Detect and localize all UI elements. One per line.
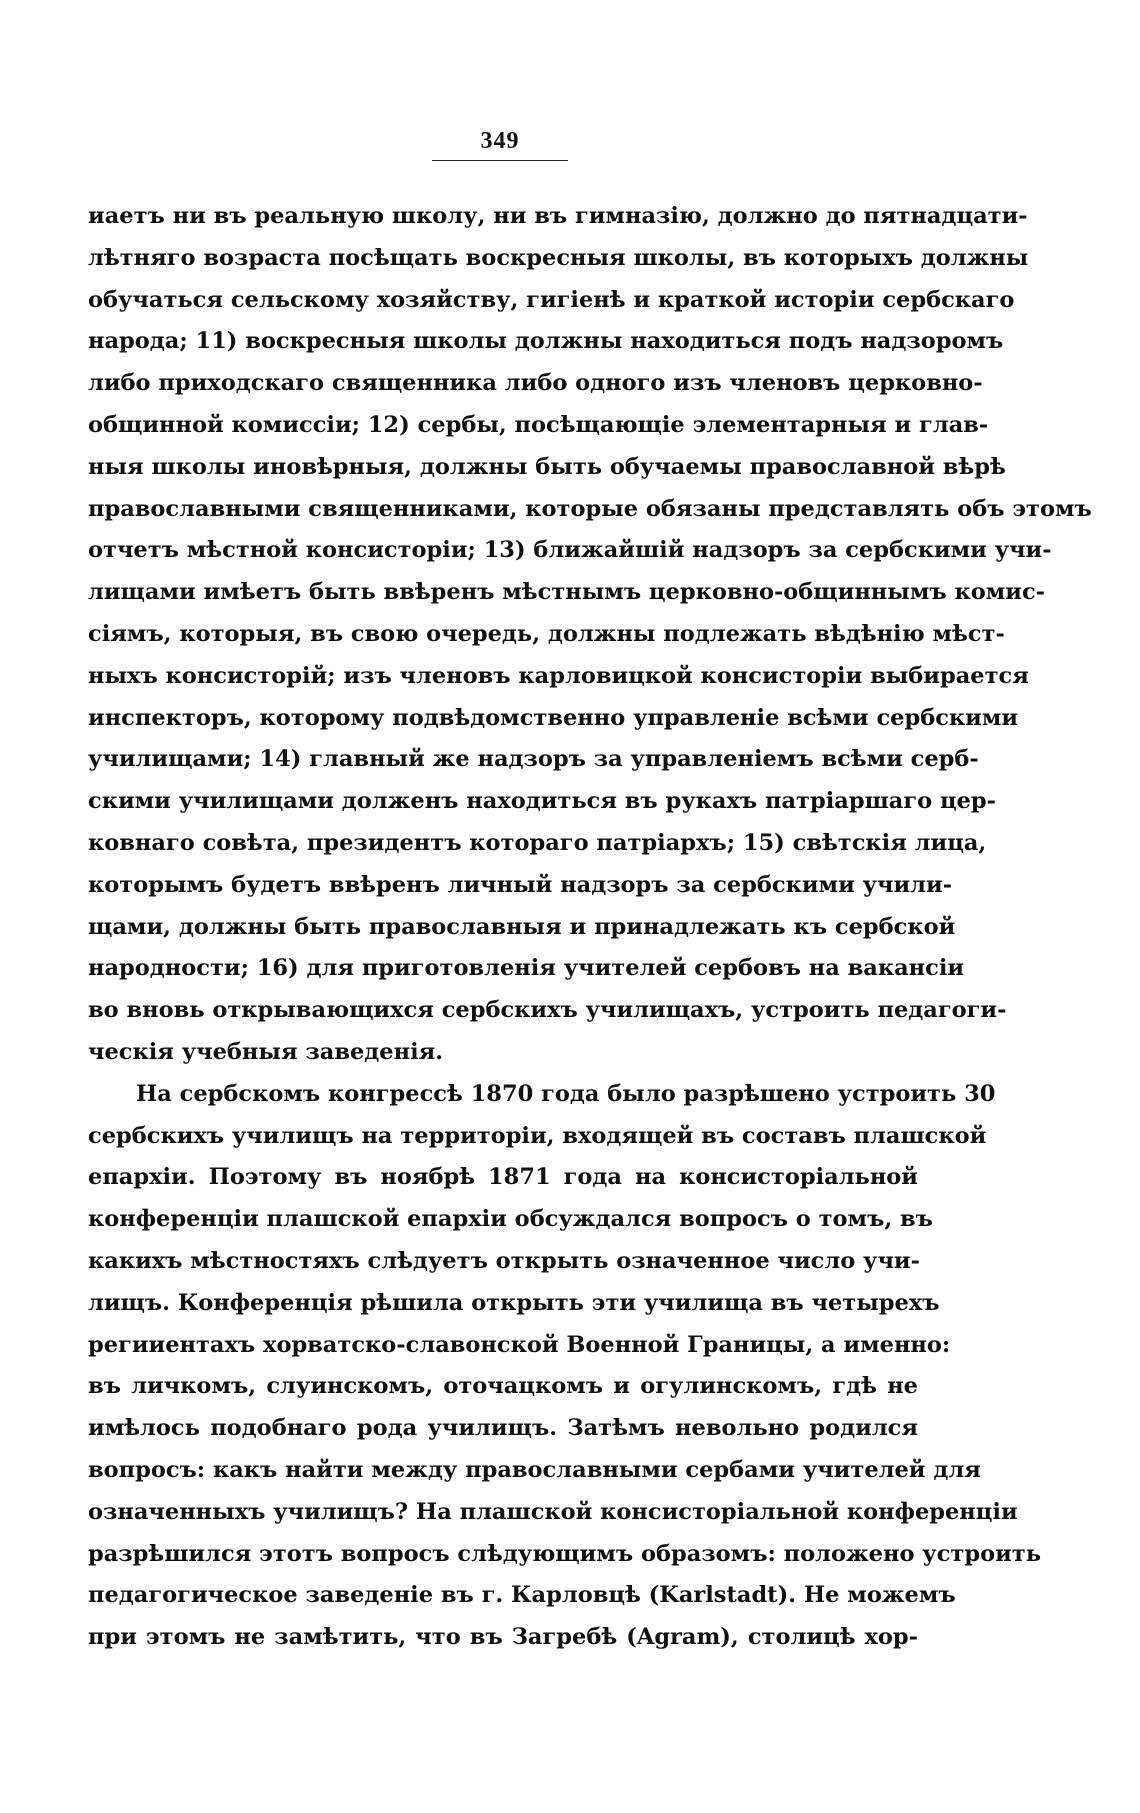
text-line: во вновь открывающихся сербскихъ училищахъ, устроить педагоги- <box>88 997 1007 1024</box>
text-line: ковнаго совѣта, президентъ котораго патріархъ; 15) свѣтскія лица, <box>88 829 987 856</box>
text-line: щами, должны быть православныя и принадлежать къ сербской <box>88 913 956 940</box>
text-line: конференціи плашской епархіи обсуждался вопросъ о томъ, въ <box>88 1206 933 1233</box>
text-line: обучаться сельскому хозяйству, гигіенѣ и краткой исторіи сербскаго <box>88 286 1015 313</box>
text-line: отчетъ мѣстной консисторіи; 13) ближайшій надзоръ за сербскими учи- <box>88 537 1052 564</box>
text-line: православными священниками, которые обязаны представлять объ этомъ <box>88 495 1092 522</box>
text-line: сербскихъ училищъ на территоріи, входящей въ составъ плашской <box>88 1122 987 1149</box>
text-line: которымъ будетъ ввѣренъ личный надзоръ за сербскими учили- <box>88 871 953 898</box>
text-line: На сербскомъ конгрессѣ 1870 года было разрѣшено устроить 30 <box>136 1080 996 1107</box>
text-line: епархіи. Поэтому въ ноябрѣ 1871 года на консисторіальной <box>88 1164 918 1191</box>
text-line: ныя школы иновѣрныя, должны быть обучаемы православной вѣрѣ <box>88 453 1006 480</box>
text-line: училищами; 14) главный же надзоръ за управленіемъ всѣми серб- <box>88 746 979 773</box>
paragraph-2 <box>88 1074 1041 1659</box>
text-line: при этомъ не замѣтить, что въ Загребѣ (Agram), столицѣ хор- <box>88 1624 918 1651</box>
text-line: иаетъ ни въ реальную школу, ни въ гимназію, должно до пятнадцати- <box>88 203 1028 229</box>
text-line: разрѣшился этотъ вопросъ слѣдующимъ образомъ: положено устроить <box>88 1540 1041 1567</box>
text-line: либо приходскаго священника либо одного изъ членовъ церковно- <box>88 370 983 397</box>
text-line: общинной комиссіи; 12) сербы, посѣщающіе элементарныя и глав- <box>88 411 989 438</box>
text-line: лищъ. Конференція рѣшила открыть эти училища въ четырехъ <box>88 1289 940 1316</box>
text-line: народности; 16) для приготовленія учителей сербовъ на вакансіи <box>88 955 965 982</box>
page-number-rule <box>432 160 568 161</box>
text-line: народа; 11) воскресныя школы должны находиться подъ надзоромъ <box>88 328 1004 355</box>
text-line: скими училищами долженъ находиться въ рукахъ патріаршаго цер- <box>88 788 996 815</box>
text-line: инспекторъ, которому подвѣдомственно управленіе всѣми сербскими <box>88 704 1019 731</box>
text-line: вопросъ: какъ найти между православными сербами учителей для <box>88 1456 981 1483</box>
text-line: означенныхъ училищъ? На плашской консисторіальной конференціи <box>88 1498 1018 1525</box>
body-text <box>88 196 1092 1659</box>
text-line: ческія учебныя заведенія. <box>88 1038 444 1065</box>
text-line: лѣтняго возраста посѣщать воскресныя школы, въ которыхъ должны <box>88 244 1029 271</box>
text-line: какихъ мѣстностяхъ слѣдуетъ открыть означенное число учи- <box>88 1247 920 1274</box>
paragraph-1 <box>88 196 1092 1074</box>
text-line: лищами имѣетъ быть ввѣренъ мѣстнымъ церковно-общиннымъ комис- <box>88 579 1045 606</box>
page-number: 349 <box>480 128 520 154</box>
text-line: сіямъ, которыя, въ свою очередь, должны подлежать вѣдѣнію мѣст- <box>88 620 1005 647</box>
text-line: имѣлось подобнаго рода училищъ. Затѣмъ невольно родился <box>88 1415 918 1442</box>
text-line: регииентахъ хорватско-славонской Военной Границы, а именно: <box>88 1331 951 1358</box>
text-line: въ личкомъ, слуинскомъ, оточацкомъ и огулинскомъ, гдѣ не <box>88 1373 918 1400</box>
text-line: педагогическое заведеніе въ г. Карловцѣ (Karlstadt). Не можемъ <box>88 1582 956 1609</box>
text-line: ныхъ консисторій; изъ членовъ карловицкой консисторіи выбирается <box>88 662 1029 689</box>
